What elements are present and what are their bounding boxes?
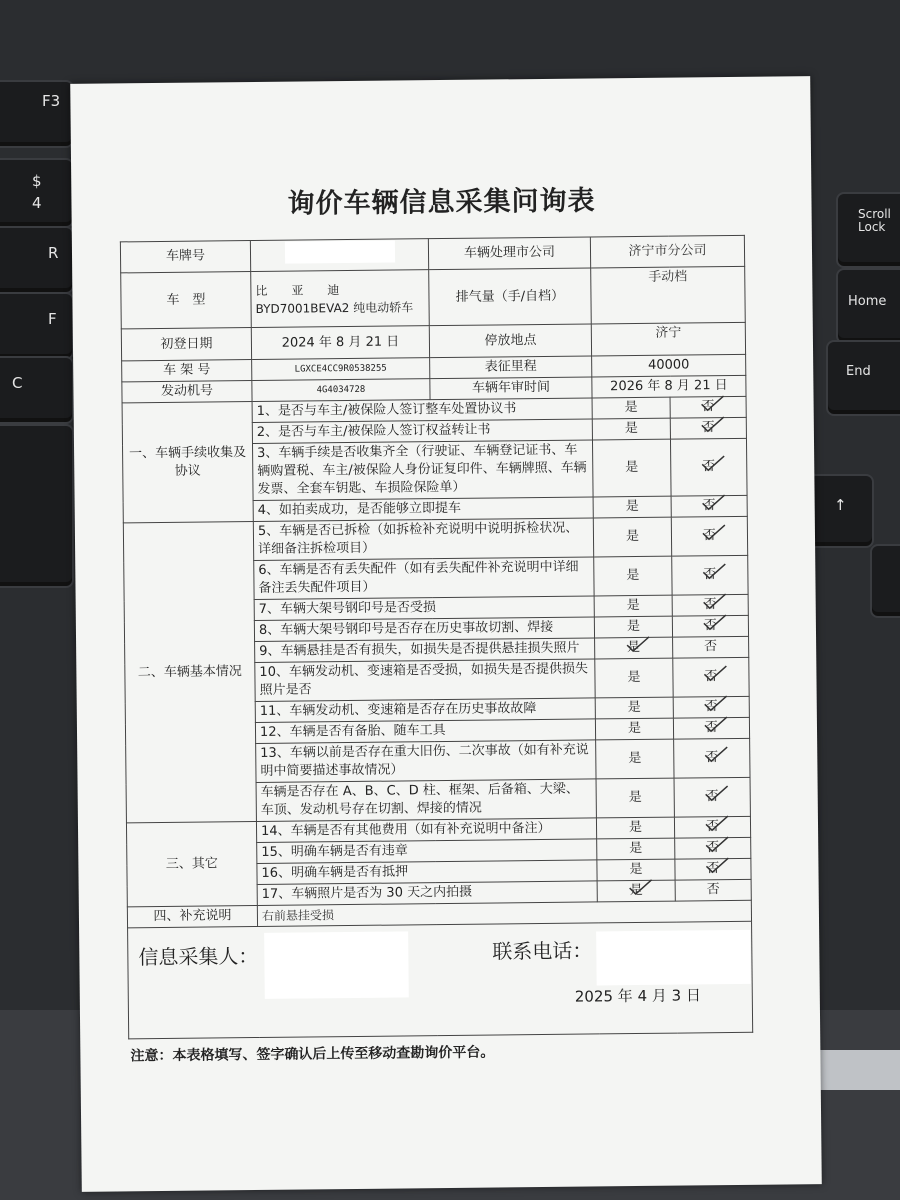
checkmark-icon xyxy=(702,812,732,834)
item-16: 16、明确车辆是否有抵押 xyxy=(257,860,597,885)
item-17: 17、车辆照片是否为 30 天之内拍摄 xyxy=(257,881,597,906)
transmission-value: 手动档 xyxy=(591,266,746,324)
item-11: 11、车辆发动机、变速箱是否存在历史事故故障 xyxy=(255,698,595,723)
item-6-no: 否 xyxy=(672,555,748,595)
item-9-yes: 是 xyxy=(595,637,673,659)
item-17-yes: 是 xyxy=(597,880,675,902)
item-4-no: 否 xyxy=(671,495,747,517)
plate-value xyxy=(250,239,428,272)
section-2-name: 二、车辆基本情况 xyxy=(123,522,256,823)
item-13-yes: 是 xyxy=(596,739,674,779)
item-1-no: 否 xyxy=(670,396,746,418)
item-5-yes: 是 xyxy=(593,517,671,557)
checkmark-icon xyxy=(697,392,727,414)
item-9: 9、车辆悬挂是否有损失，如损失是否提供悬挂损失照片 xyxy=(255,638,595,663)
phone-label: 联系电话： xyxy=(492,938,593,964)
item-10-yes: 是 xyxy=(595,658,673,698)
handling-company-value: 济宁市分公司 xyxy=(590,235,744,268)
key-right-arrow xyxy=(870,544,900,618)
item-13-no: 否 xyxy=(674,738,750,778)
mileage-label: 表征里程 xyxy=(430,356,592,379)
item-8: 8、车辆大架号钢印号是否存在历史事故切割、焊接 xyxy=(254,617,594,642)
mileage-value: 40000 xyxy=(592,354,746,377)
inquiry-form-paper xyxy=(70,76,822,1192)
item-1: 1、是否与车主/被保险人签订整车处置协议书 xyxy=(252,398,592,423)
checkmark-icon xyxy=(623,633,653,655)
engine-value: 4G4034728 xyxy=(252,379,430,402)
key-up-arrow: ↑ xyxy=(806,474,874,548)
checkmark-icon xyxy=(702,833,732,855)
item-10: 10、车辆发动机、变速箱是否受损，如损失是否提供损失照片是否 xyxy=(255,659,595,702)
key-4: $ 4 xyxy=(0,158,74,228)
checkmark-icon xyxy=(699,521,729,543)
handling-company-label: 车辆处理市公司 xyxy=(428,237,590,270)
first-reg-label: 初登日期 xyxy=(121,328,251,361)
key-r: R xyxy=(0,226,74,294)
plate-redaction xyxy=(284,241,394,264)
section-1-name: 一、车辆手续收集及协议 xyxy=(122,402,253,523)
item-15: 15、明确车辆是否有违章 xyxy=(257,839,597,864)
item-1-yes: 是 xyxy=(592,397,670,419)
item-17-no: 否 xyxy=(675,879,751,901)
key-f3: F3 xyxy=(0,80,74,148)
checkmark-icon xyxy=(626,876,656,898)
form-date: 2025 年 4 月 3 日 xyxy=(574,986,702,1006)
item-4-yes: 是 xyxy=(593,496,671,518)
vin-label: 车 架 号 xyxy=(122,360,252,382)
parking-label: 停放地点 xyxy=(429,324,591,358)
item-12-no: 否 xyxy=(673,717,749,739)
transmission-label: 排气量（手/自档） xyxy=(429,268,592,326)
item-8-no: 否 xyxy=(672,615,748,637)
checkmark-icon xyxy=(701,743,731,765)
first-reg-value: 2024 年 8 月 21 日 xyxy=(251,326,429,360)
key-scroll-lock: Scroll Lock xyxy=(836,192,900,268)
item-3: 3、车辆手续是否收集齐全（行驶证、车辆登记证书、车辆购置税、车主/被保险人身份证复印件、车辆牌照、车辆发票、全套车钥匙、车损险保险单） xyxy=(252,440,593,501)
item-pillar: 车辆是否存在 A、B、C、D 柱、框架、后备箱、大梁、车顶、发动机号存在切割、焊接的情况 xyxy=(256,779,596,822)
item-2-no: 否 xyxy=(670,417,746,439)
key-c: C xyxy=(0,356,74,424)
form-table xyxy=(120,235,753,1040)
checkmark-icon xyxy=(702,854,732,876)
item-7: 7、车辆大架号钢印号是否受损 xyxy=(254,596,594,621)
item-7-yes: 是 xyxy=(594,595,672,617)
item-12-yes: 是 xyxy=(595,718,673,740)
key-end: End xyxy=(826,340,900,416)
item-4: 4、如拍卖成功，是否能够立即提车 xyxy=(253,497,593,522)
checkmark-icon xyxy=(700,662,730,684)
item-8-yes: 是 xyxy=(594,616,672,638)
checkmark-icon xyxy=(700,590,730,612)
item-9-no: 否 xyxy=(673,636,749,658)
checkmark-icon xyxy=(698,413,728,435)
item-14-yes: 是 xyxy=(596,817,674,839)
item-11-yes: 是 xyxy=(595,697,673,719)
checkmark-icon xyxy=(701,692,731,714)
inspection-label: 车辆年审时间 xyxy=(430,377,592,400)
item-3-no: 否 xyxy=(670,438,747,496)
engine-label: 发动机号 xyxy=(122,381,252,403)
item-16-yes: 是 xyxy=(597,859,675,881)
item-15-yes: 是 xyxy=(597,838,675,860)
item-6: 6、车辆是否有丢失配件（如有丢失配件补充说明中详细备注丢失配件项目） xyxy=(254,557,594,600)
item-14: 14、车辆是否有其他费用（如有补充说明中备注） xyxy=(256,818,596,843)
signature-area xyxy=(128,921,753,1039)
supplement-value: 右前悬挂受损 xyxy=(257,900,751,926)
checkmark-icon xyxy=(698,452,728,474)
item-16-no: 否 xyxy=(675,858,751,880)
model-label: 车 型 xyxy=(121,272,252,329)
item-5-no: 否 xyxy=(671,516,747,556)
checkmark-icon xyxy=(702,782,732,804)
key-blank xyxy=(0,424,74,588)
checkmark-icon xyxy=(700,611,730,633)
inspection-value: 2026 年 8 月 21 日 xyxy=(592,375,746,398)
checkmark-icon xyxy=(699,560,729,582)
section-3-name: 三、其它 xyxy=(126,821,257,906)
form-title: 询价车辆信息采集问询表 xyxy=(287,185,596,220)
item-pillar-no: 否 xyxy=(674,777,750,817)
checkmark-icon xyxy=(701,713,731,735)
item-5: 5、车辆是否已拆检（如拆检补充说明中说明拆检状况、详细备注拆检项目） xyxy=(253,518,593,561)
item-pillar-yes: 是 xyxy=(596,778,674,818)
model-value: 比 亚 迪 BYD7001BEVA2 纯电动轿车 xyxy=(251,270,430,328)
collector-label: 信息采集人： xyxy=(138,943,259,970)
item-14-no: 否 xyxy=(674,816,750,838)
item-11-no: 否 xyxy=(673,696,749,718)
item-15-no: 否 xyxy=(675,837,751,859)
item-2: 2、是否与车主/被保险人签订权益转让书 xyxy=(252,419,592,444)
vin-value: LGXCE4CC9R0538255 xyxy=(252,358,430,381)
item-12: 12、车辆是否有备胎、随车工具 xyxy=(255,719,595,744)
key-f: F xyxy=(0,292,74,360)
parking-value: 济宁 xyxy=(591,322,745,356)
checkmark-icon xyxy=(699,491,729,513)
item-13: 13、车辆以前是否存在重大旧伤、二次事故（如有补充说明中简要描述事故情况） xyxy=(256,740,596,783)
key-home: Home xyxy=(836,268,900,344)
item-10-no: 否 xyxy=(673,657,749,697)
item-3-yes: 是 xyxy=(592,439,671,497)
phone-redaction xyxy=(596,930,751,986)
item-2-yes: 是 xyxy=(592,418,670,440)
form-note: 注意：本表格填写、签字确认后上传至移动查勘询价平台。 xyxy=(130,1044,495,1065)
collector-redaction xyxy=(264,931,409,999)
item-6-yes: 是 xyxy=(594,556,672,596)
plate-label: 车牌号 xyxy=(120,241,250,273)
item-7-no: 否 xyxy=(672,594,748,616)
supplement-label: 四、补充说明 xyxy=(127,905,257,927)
